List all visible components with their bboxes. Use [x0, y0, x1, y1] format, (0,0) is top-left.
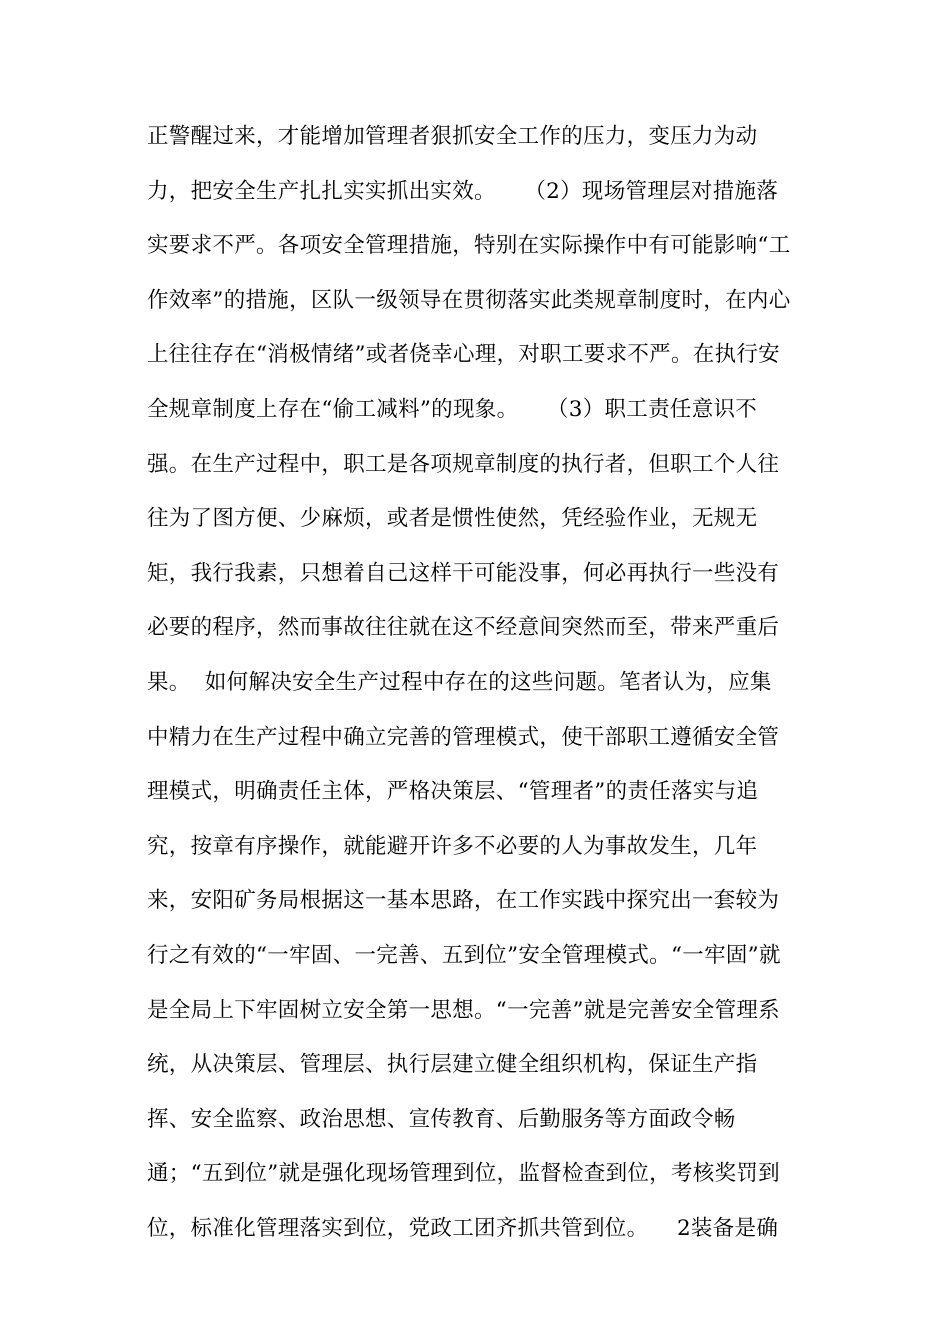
text-line: 实要求不严。各项安全管理措施，特别在实际操作中有可能影响“工 [147, 233, 791, 259]
text-line: 行之有效的“一牢固、一完善、五到位”安全管理模式。“一牢固”就 [147, 942, 781, 968]
text-line: 果。 如何解决安全生产过程中存在的这些问题。笔者认为，应集 [147, 669, 772, 695]
text-line: 矩，我行我素，只想着自己这样干可能没事，何必再执行一些没有 [147, 560, 780, 586]
text-line: 往为了图方便、少麻烦，或者是惯性使然，凭经验作业，无规无 [147, 506, 758, 532]
text-line: 理模式，明确责任主体，严格决策层、“管理者”的责任落实与追 [147, 779, 759, 805]
text-line: 必要的程序，然而事故往往就在这不经意间突然而至，带来严重后 [147, 615, 780, 641]
text-line: 上往往存在“消极情绪”或者侥幸心理，对职工要求不严。在执行安 [147, 342, 780, 368]
text-line: 正警醒过来，才能增加管理者狠抓安全工作的压力，变压力为动 [147, 124, 758, 149]
text-line: 通；“五到位”就是强化现场管理到位，监督检查到位，考核奖罚到 [147, 1161, 780, 1187]
text-line: 位，标准化管理落实到位，党政工团齐抓共管到位。 2装备是确 [147, 1215, 779, 1241]
body-text [147, 110, 807, 1256]
text-line: 作效率”的措施，区队一级领导在贯彻落实此类规章制度时，在内心 [147, 287, 791, 313]
text-line: 强。在生产过程中，职工是各项规章制度的执行者，但职工个人往 [147, 451, 780, 477]
text-line: 统，从决策层、管理层、执行层建立健全组织机构，保证生产指 [147, 1052, 758, 1078]
text-line: 力，把安全生产扎扎实实抓出实效。 （2）现场管理层对措施落 [147, 178, 779, 204]
text-line: 来，安阳矿务局根据这一基本思路，在工作实践中探究出一套较为 [147, 888, 780, 914]
text-line: 中精力在生产过程中确立完善的管理模式，使干部职工遵循安全管 [147, 724, 780, 750]
text-line: 究，按章有序操作，就能避开许多不必要的人为事故发生，几年 [147, 833, 758, 859]
text-line: 挥、安全监察、政治思想、宣传教育、后勤服务等方面政令畅 [147, 1106, 736, 1132]
text-line: 全规章制度上存在“偷工减料”的现象。 （3）职工责任意识不 [147, 396, 758, 422]
text-line: 是全局上下牢固树立安全第一思想。“一完善”就是完善安全管理系 [147, 997, 780, 1023]
